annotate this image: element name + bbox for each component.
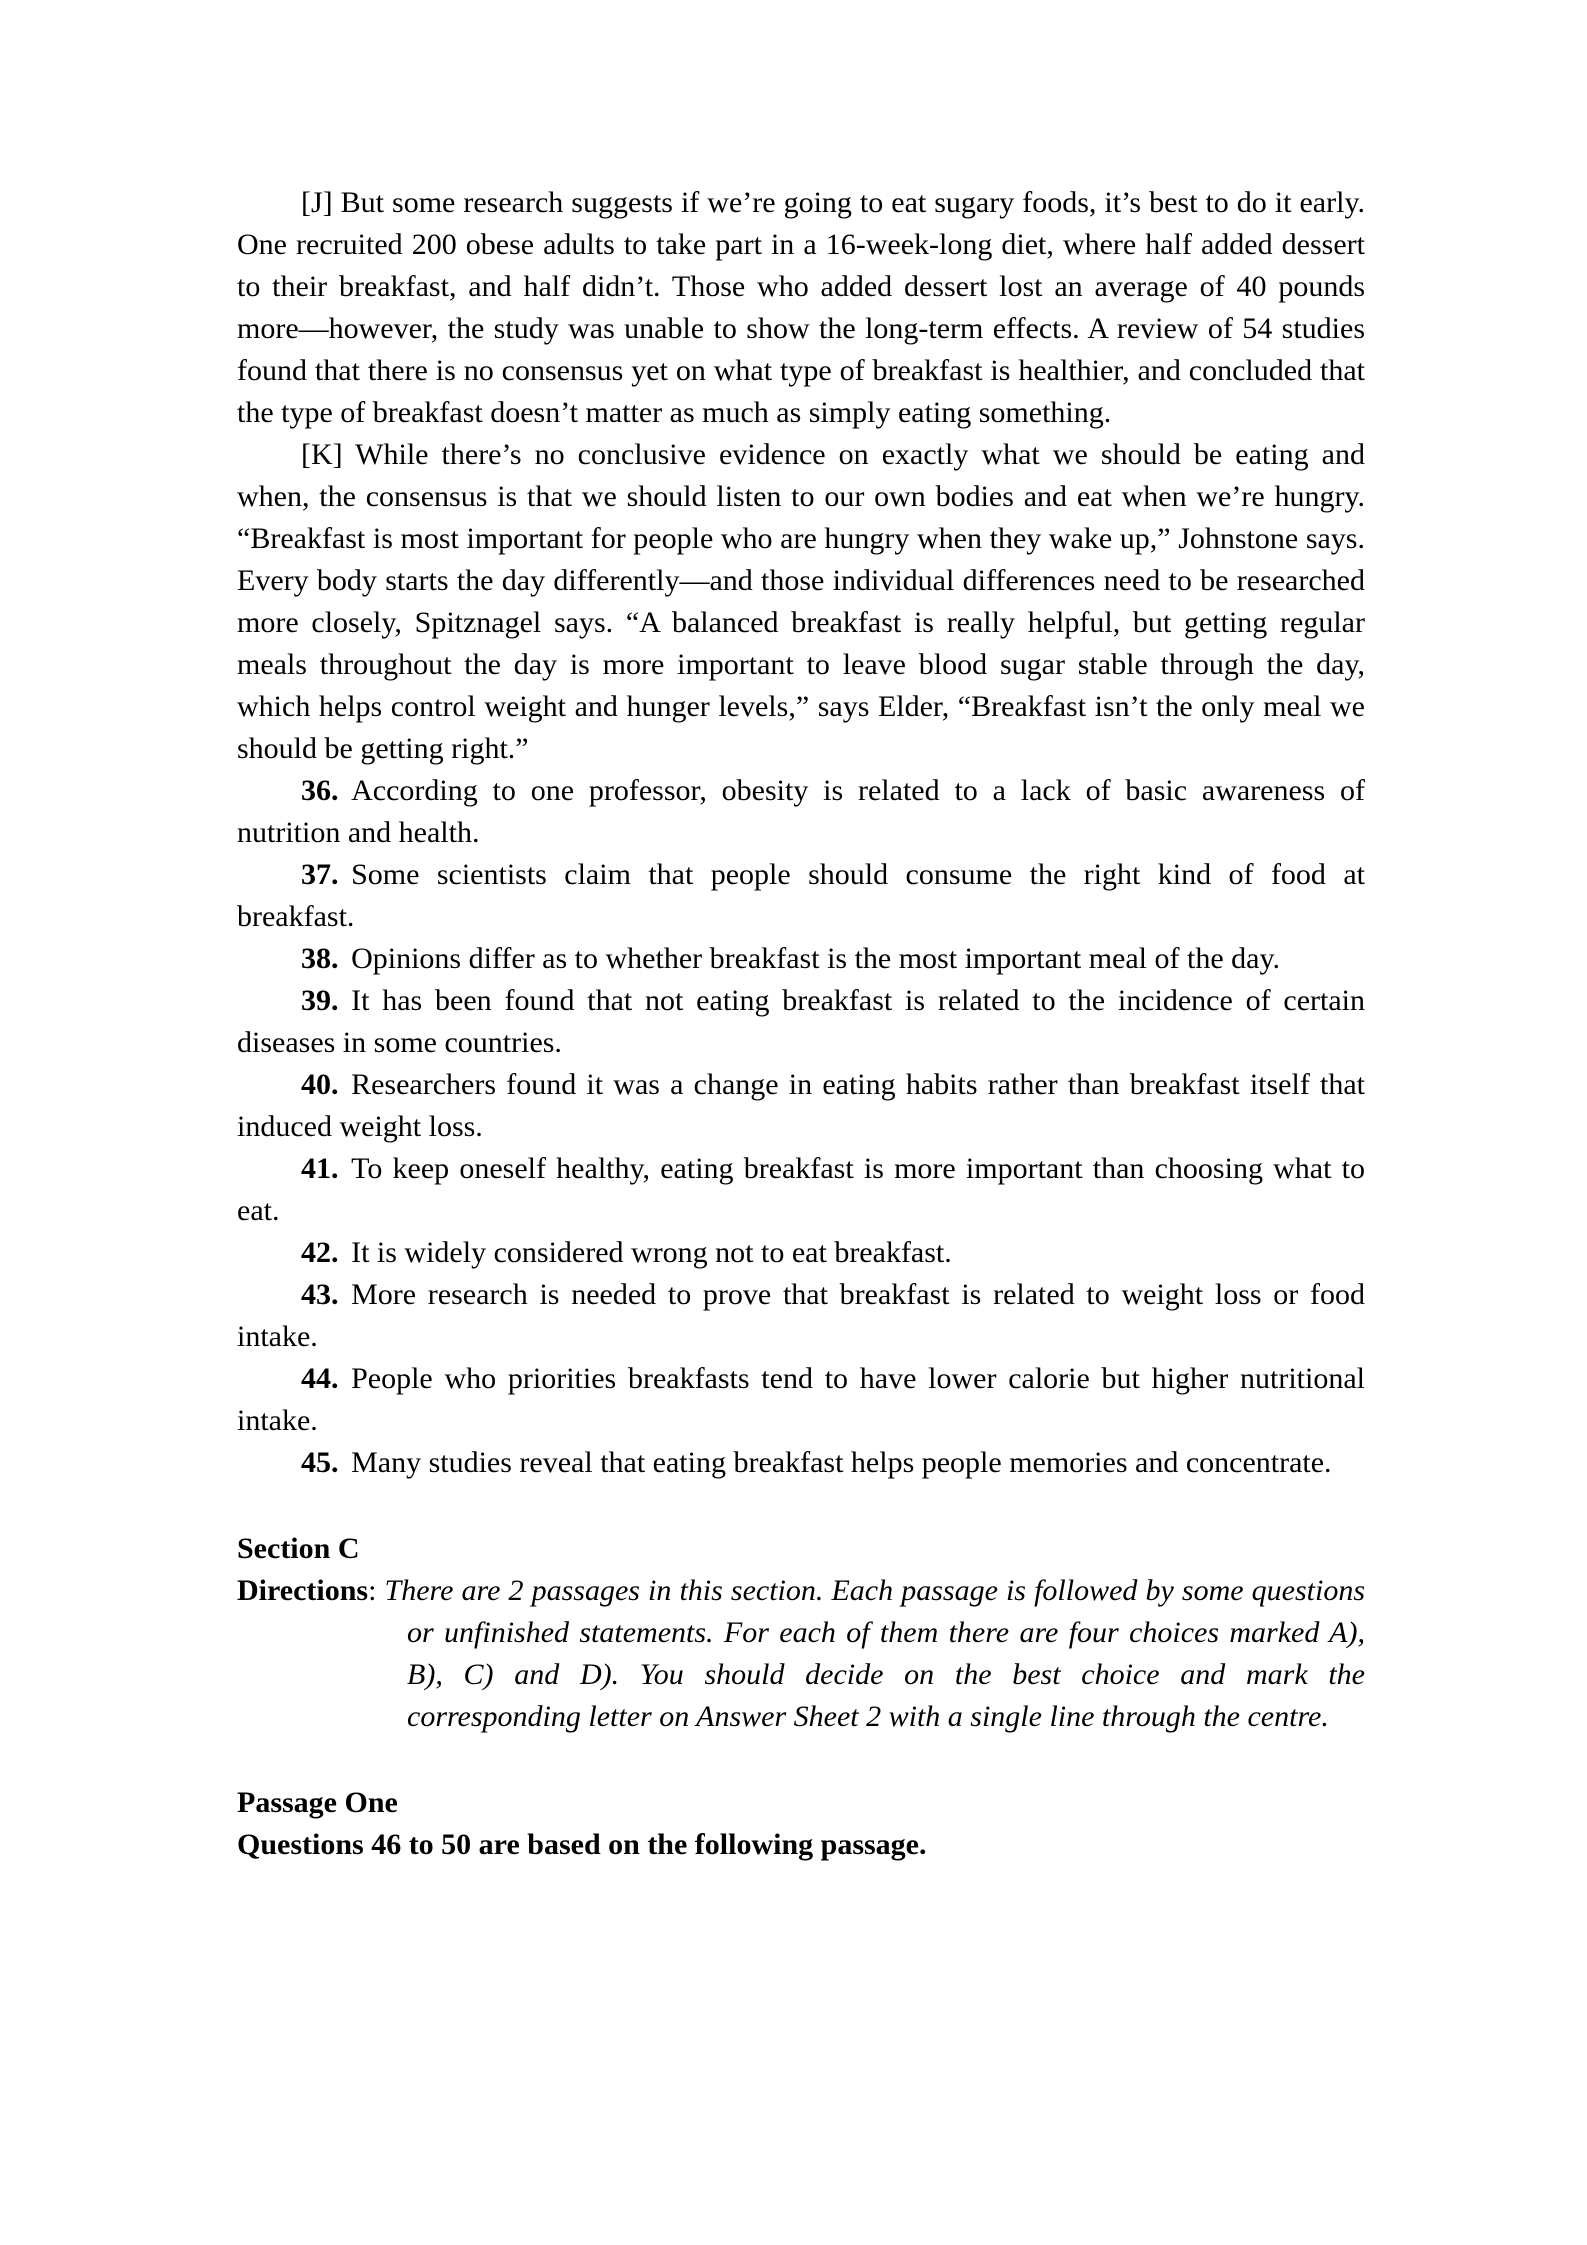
question-item-41 <box>237 1148 1365 1232</box>
directions-block <box>237 1570 1365 1738</box>
question-item-43 <box>237 1274 1365 1358</box>
question-number-40: 40. <box>301 1068 339 1101</box>
question-number-43: 43. <box>301 1278 339 1311</box>
question-text-41: To keep oneself healthy, eating breakfast is more important than choosing what to eat. <box>237 1152 1365 1227</box>
directions-text: There are 2 passages in this section. Each passage is followed by some questions or unfinished statements. For each of them there are four choices marked A), B), C) and D). You should decide on the best choice and mark the corresponding letter on Answer Sheet 2 with a single line through the centre. <box>384 1574 1366 1733</box>
question-item-40 <box>237 1064 1365 1148</box>
question-number-37: 37. <box>301 858 339 891</box>
question-item-37 <box>237 854 1365 938</box>
section-c-heading: Section C <box>237 1532 360 1565</box>
question-text-45: Many studies reveal that eating breakfast helps people memories and concentrate. <box>351 1446 1332 1479</box>
question-item-38 <box>237 938 1365 980</box>
question-number-44: 44. <box>301 1362 339 1395</box>
question-text-37: Some scientists claim that people should consume the right kind of food at breakfast. <box>237 858 1365 933</box>
question-item-39 <box>237 980 1365 1064</box>
question-item-42 <box>237 1232 1365 1274</box>
question-number-41: 41. <box>301 1152 339 1185</box>
question-item-44 <box>237 1358 1365 1442</box>
question-text-36: According to one professor, obesity is related to a lack of basic awareness of nutrition and health. <box>237 774 1365 849</box>
paragraph-k: [K] While there’s no conclusive evidence on exactly what we should be eating and when, the consensus is that we should listen to our own bodies and eat when we’re hungry. “Breakfast is most important for people who are hungry when they wake up,” Johnstone says. Every body starts the day differently—and those individual differences need to be researched more closely, Spitznagel says. “A balanced breakfast is really helpful, but getting regular meals throughout the day is more important to leave blood sugar stable through the day, which helps control weight and hunger levels,” says Elder, “Breakfast isn’t the only meal we should be getting right.” <box>237 438 1365 765</box>
question-text-44: People who priorities breakfasts tend to have lower calorie but higher nutritional intake. <box>237 1362 1365 1437</box>
directions-label: Directions <box>237 1574 369 1607</box>
question-text-40: Researchers found it was a change in eating habits rather than breakfast itself that induced weight loss. <box>237 1068 1365 1143</box>
directions-colon: : <box>368 1574 377 1607</box>
question-text-43: More research is needed to prove that breakfast is related to weight loss or food intake. <box>237 1278 1365 1353</box>
question-item-45 <box>237 1442 1365 1484</box>
question-item-36 <box>237 770 1365 854</box>
question-number-38: 38. <box>301 942 339 975</box>
paragraph-j: [J] But some research suggests if we’re going to eat sugary foods, it’s best to do it early. One recruited 200 obese adults to take part in a 16-week-long diet, where half added dessert to their breakfast, and half didn’t. Those who added dessert lost an average of 40 pounds more—however, the study was unable to show the long-term effects. A review of 54 studies found that there is no consensus yet on what type of breakfast is healthier, and concluded that the type of breakfast doesn’t matter as much as simply eating something. <box>237 186 1365 429</box>
question-number-36: 36. <box>301 774 339 807</box>
passage-one-heading: Passage One <box>237 1786 398 1819</box>
question-number-45: 45. <box>301 1446 339 1479</box>
question-text-38: Opinions differ as to whether breakfast is the most important meal of the day. <box>351 942 1281 975</box>
question-number-42: 42. <box>301 1236 339 1269</box>
question-number-39: 39. <box>301 984 339 1017</box>
passage-one-subheading: Questions 46 to 50 are based on the following passage. <box>237 1828 927 1861</box>
question-text-42: It is widely considered wrong not to eat breakfast. <box>351 1236 952 1269</box>
question-text-39: It has been found that not eating breakfast is related to the incidence of certain diseases in some countries. <box>237 984 1365 1059</box>
